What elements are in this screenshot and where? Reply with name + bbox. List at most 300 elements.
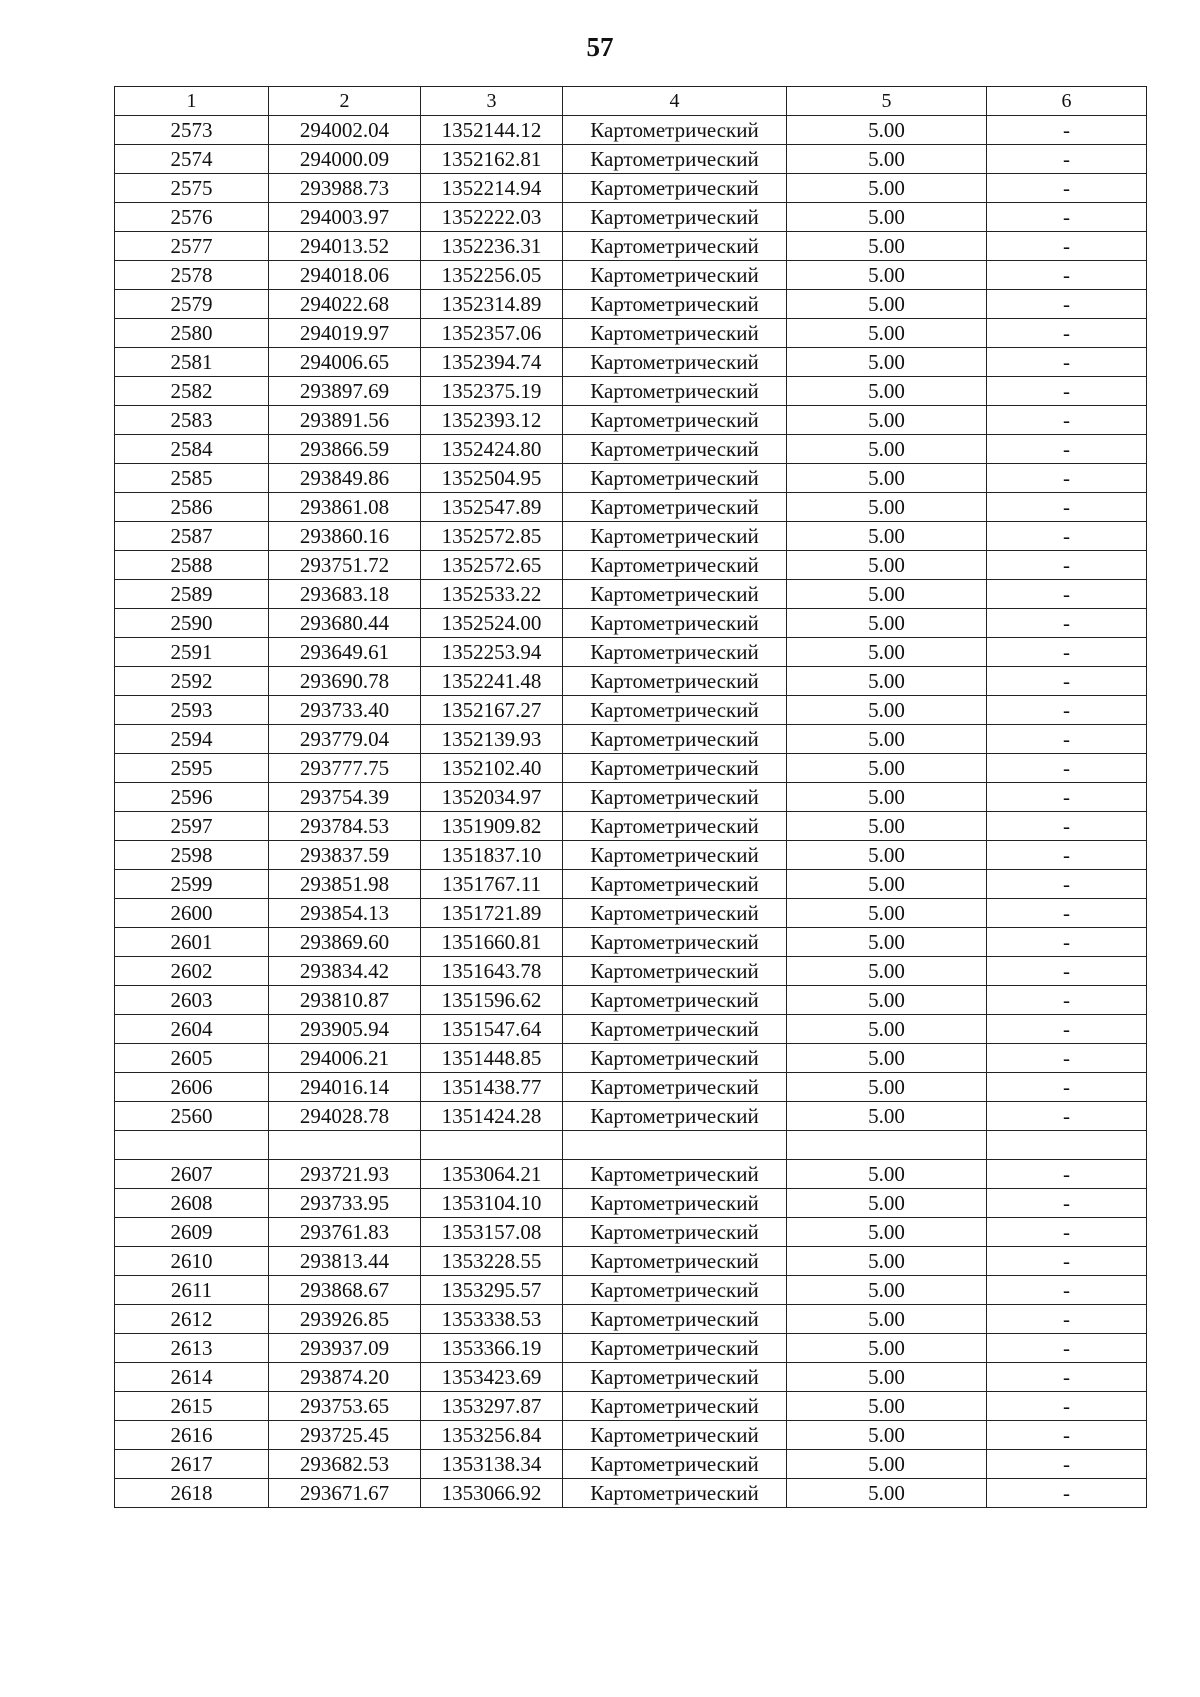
table-row: [115, 1102, 1147, 1131]
y-coordinate-cell: 1352167.27: [421, 696, 563, 725]
method-cell: Картометрический: [563, 203, 787, 232]
y-coordinate-cell: 1353338.53: [421, 1305, 563, 1334]
x-coordinate-cell: 294022.68: [269, 290, 421, 319]
table-row: [115, 1276, 1147, 1305]
page-number: 57: [586, 32, 614, 62]
note-cell: -: [987, 116, 1147, 145]
method-cell: Картометрический: [563, 667, 787, 696]
note-cell: -: [987, 348, 1147, 377]
note-cell: -: [987, 638, 1147, 667]
method-cell: Картометрический: [563, 1189, 787, 1218]
point-number-cell: 2604: [115, 1015, 269, 1044]
y-coordinate-cell: 1352241.48: [421, 667, 563, 696]
point-number-cell: 2603: [115, 986, 269, 1015]
column-header-1: 1: [115, 87, 269, 116]
accuracy-cell: 5.00: [787, 319, 987, 348]
coordinates-table: [114, 86, 1147, 1508]
method-cell: Картометрический: [563, 1450, 787, 1479]
note-cell: -: [987, 174, 1147, 203]
y-coordinate-cell: 1353066.92: [421, 1479, 563, 1508]
note-cell: -: [987, 1363, 1147, 1392]
y-coordinate-cell: 1352533.22: [421, 580, 563, 609]
method-cell: Картометрический: [563, 290, 787, 319]
note-cell: -: [987, 870, 1147, 899]
x-coordinate-cell: 293866.59: [269, 435, 421, 464]
table-row: [115, 667, 1147, 696]
x-coordinate-cell: 294013.52: [269, 232, 421, 261]
table-row: [115, 377, 1147, 406]
x-coordinate-cell: 294006.65: [269, 348, 421, 377]
table-row: [115, 957, 1147, 986]
x-coordinate-cell: 293849.86: [269, 464, 421, 493]
point-number-cell: 2607: [115, 1160, 269, 1189]
accuracy-cell: 5.00: [787, 232, 987, 261]
x-coordinate-cell: 293733.40: [269, 696, 421, 725]
x-coordinate-cell: 293784.53: [269, 812, 421, 841]
x-coordinate-cell: 293733.95: [269, 1189, 421, 1218]
x-coordinate-cell: 293690.78: [269, 667, 421, 696]
x-coordinate-cell: 293725.45: [269, 1421, 421, 1450]
method-cell: Картометрический: [563, 638, 787, 667]
accuracy-cell: 5.00: [787, 551, 987, 580]
x-coordinate-cell: 293988.73: [269, 174, 421, 203]
table-row: [115, 1334, 1147, 1363]
accuracy-cell: 5.00: [787, 1160, 987, 1189]
x-coordinate-cell: 293834.42: [269, 957, 421, 986]
accuracy-cell: 5.00: [787, 667, 987, 696]
accuracy-cell: 5.00: [787, 1305, 987, 1334]
method-cell: Картометрический: [563, 406, 787, 435]
y-coordinate-cell: 1352139.93: [421, 725, 563, 754]
note-cell: -: [987, 928, 1147, 957]
point-number-cell: 2582: [115, 377, 269, 406]
table-row: [115, 435, 1147, 464]
y-coordinate-cell: 1352572.65: [421, 551, 563, 580]
accuracy-cell: 5.00: [787, 783, 987, 812]
method-cell: Картометрический: [563, 1421, 787, 1450]
note-cell: -: [987, 290, 1147, 319]
x-coordinate-cell: 293751.72: [269, 551, 421, 580]
x-coordinate-cell: 293860.16: [269, 522, 421, 551]
table-row: [115, 1160, 1147, 1189]
point-number-cell: 2583: [115, 406, 269, 435]
note-cell: -: [987, 1160, 1147, 1189]
point-number-cell: 2611: [115, 1276, 269, 1305]
method-cell: Картометрический: [563, 435, 787, 464]
column-header-2: 2: [269, 87, 421, 116]
note-cell: -: [987, 667, 1147, 696]
note-cell: -: [987, 1392, 1147, 1421]
method-cell: Картометрический: [563, 899, 787, 928]
point-number-cell: 2593: [115, 696, 269, 725]
table-row: [115, 609, 1147, 638]
x-coordinate-cell: 293682.53: [269, 1450, 421, 1479]
x-coordinate-cell: 293761.83: [269, 1218, 421, 1247]
y-coordinate-cell: 1352102.40: [421, 754, 563, 783]
x-coordinate-cell: 294019.97: [269, 319, 421, 348]
column-header-4: 4: [563, 87, 787, 116]
note-cell: -: [987, 1247, 1147, 1276]
y-coordinate-cell: 1351721.89: [421, 899, 563, 928]
table-row: [115, 696, 1147, 725]
accuracy-cell: 5.00: [787, 174, 987, 203]
point-number-cell: 2574: [115, 145, 269, 174]
method-cell: Картометрический: [563, 1363, 787, 1392]
method-cell: Картометрический: [563, 725, 787, 754]
accuracy-cell: [787, 1131, 987, 1160]
method-cell: Картометрический: [563, 493, 787, 522]
accuracy-cell: 5.00: [787, 348, 987, 377]
accuracy-cell: 5.00: [787, 522, 987, 551]
method-cell: Картометрический: [563, 1392, 787, 1421]
note-cell: -: [987, 1073, 1147, 1102]
x-coordinate-cell: 293721.93: [269, 1160, 421, 1189]
column-header-5: 5: [787, 87, 987, 116]
x-coordinate-cell: 293874.20: [269, 1363, 421, 1392]
method-cell: Картометрический: [563, 1276, 787, 1305]
note-cell: -: [987, 232, 1147, 261]
accuracy-cell: 5.00: [787, 1247, 987, 1276]
method-cell: Картометрический: [563, 116, 787, 145]
note-cell: -: [987, 754, 1147, 783]
y-coordinate-cell: 1352314.89: [421, 290, 563, 319]
point-number-cell: [115, 1131, 269, 1160]
table-row: [115, 232, 1147, 261]
note-cell: -: [987, 1305, 1147, 1334]
accuracy-cell: 5.00: [787, 696, 987, 725]
x-coordinate-cell: 293868.67: [269, 1276, 421, 1305]
y-coordinate-cell: 1351547.64: [421, 1015, 563, 1044]
y-coordinate-cell: 1352524.00: [421, 609, 563, 638]
method-cell: Картометрический: [563, 1073, 787, 1102]
point-number-cell: 2573: [115, 116, 269, 145]
table-row: [115, 551, 1147, 580]
note-cell: -: [987, 319, 1147, 348]
y-coordinate-cell: 1353104.10: [421, 1189, 563, 1218]
method-cell: Картометрический: [563, 319, 787, 348]
table-row: [115, 290, 1147, 319]
accuracy-cell: 5.00: [787, 580, 987, 609]
y-coordinate-cell: [421, 1131, 563, 1160]
method-cell: Картометрический: [563, 580, 787, 609]
x-coordinate-cell: 293937.09: [269, 1334, 421, 1363]
table-row: [115, 1363, 1147, 1392]
y-coordinate-cell: 1351909.82: [421, 812, 563, 841]
x-coordinate-cell: 294016.14: [269, 1073, 421, 1102]
table-row: [115, 522, 1147, 551]
accuracy-cell: 5.00: [787, 1479, 987, 1508]
table-row: [115, 638, 1147, 667]
note-cell: -: [987, 1102, 1147, 1131]
note-cell: -: [987, 203, 1147, 232]
y-coordinate-cell: 1353423.69: [421, 1363, 563, 1392]
accuracy-cell: 5.00: [787, 928, 987, 957]
y-coordinate-cell: 1353295.57: [421, 1276, 563, 1305]
table-row: [115, 1421, 1147, 1450]
x-coordinate-cell: 293897.69: [269, 377, 421, 406]
x-coordinate-cell: 294003.97: [269, 203, 421, 232]
note-cell: -: [987, 725, 1147, 754]
accuracy-cell: 5.00: [787, 493, 987, 522]
x-coordinate-cell: 294000.09: [269, 145, 421, 174]
note-cell: -: [987, 435, 1147, 464]
table-row: [115, 319, 1147, 348]
table-row: [115, 1450, 1147, 1479]
accuracy-cell: 5.00: [787, 1218, 987, 1247]
table-row: [115, 116, 1147, 145]
note-cell: -: [987, 1334, 1147, 1363]
point-number-cell: 2606: [115, 1073, 269, 1102]
y-coordinate-cell: 1351424.28: [421, 1102, 563, 1131]
table-row: [115, 145, 1147, 174]
table-row: [115, 174, 1147, 203]
point-number-cell: 2584: [115, 435, 269, 464]
accuracy-cell: 5.00: [787, 1073, 987, 1102]
x-coordinate-cell: 294006.21: [269, 1044, 421, 1073]
table-row: [115, 1015, 1147, 1044]
accuracy-cell: 5.00: [787, 1421, 987, 1450]
point-number-cell: 2615: [115, 1392, 269, 1421]
note-cell: -: [987, 783, 1147, 812]
accuracy-cell: 5.00: [787, 435, 987, 464]
y-coordinate-cell: 1352236.31: [421, 232, 563, 261]
method-cell: [563, 1131, 787, 1160]
table-row: [115, 986, 1147, 1015]
note-cell: -: [987, 580, 1147, 609]
note-cell: -: [987, 1218, 1147, 1247]
point-number-cell: 2589: [115, 580, 269, 609]
method-cell: Картометрический: [563, 348, 787, 377]
x-coordinate-cell: 293683.18: [269, 580, 421, 609]
point-number-cell: 2610: [115, 1247, 269, 1276]
y-coordinate-cell: 1352547.89: [421, 493, 563, 522]
accuracy-cell: 5.00: [787, 116, 987, 145]
y-coordinate-cell: 1353256.84: [421, 1421, 563, 1450]
x-coordinate-cell: 294002.04: [269, 116, 421, 145]
point-number-cell: 2613: [115, 1334, 269, 1363]
note-cell: -: [987, 1189, 1147, 1218]
note-cell: -: [987, 406, 1147, 435]
method-cell: Картометрический: [563, 841, 787, 870]
table-row: [115, 1305, 1147, 1334]
x-coordinate-cell: 293754.39: [269, 783, 421, 812]
accuracy-cell: 5.00: [787, 638, 987, 667]
note-cell: -: [987, 609, 1147, 638]
x-coordinate-cell: 293671.67: [269, 1479, 421, 1508]
point-number-cell: 2586: [115, 493, 269, 522]
accuracy-cell: 5.00: [787, 261, 987, 290]
point-number-cell: 2609: [115, 1218, 269, 1247]
note-cell: -: [987, 696, 1147, 725]
x-coordinate-cell: 293649.61: [269, 638, 421, 667]
note-cell: -: [987, 377, 1147, 406]
note-cell: -: [987, 899, 1147, 928]
point-number-cell: 2612: [115, 1305, 269, 1334]
point-number-cell: 2599: [115, 870, 269, 899]
note-cell: -: [987, 1044, 1147, 1073]
point-number-cell: 2596: [115, 783, 269, 812]
method-cell: Картометрический: [563, 1479, 787, 1508]
method-cell: Картометрический: [563, 377, 787, 406]
method-cell: Картометрический: [563, 1044, 787, 1073]
note-cell: -: [987, 1421, 1147, 1450]
table-row: [115, 261, 1147, 290]
method-cell: Картометрический: [563, 696, 787, 725]
x-coordinate-cell: 293680.44: [269, 609, 421, 638]
point-number-cell: 2591: [115, 638, 269, 667]
note-cell: -: [987, 986, 1147, 1015]
y-coordinate-cell: 1352222.03: [421, 203, 563, 232]
point-number-cell: 2618: [115, 1479, 269, 1508]
note-cell: -: [987, 841, 1147, 870]
x-coordinate-cell: 294018.06: [269, 261, 421, 290]
note-cell: -: [987, 551, 1147, 580]
y-coordinate-cell: 1352253.94: [421, 638, 563, 667]
y-coordinate-cell: 1352162.81: [421, 145, 563, 174]
method-cell: Картометрический: [563, 928, 787, 957]
table-row: [115, 841, 1147, 870]
method-cell: Картометрический: [563, 812, 787, 841]
table-row: [115, 754, 1147, 783]
note-cell: -: [987, 1479, 1147, 1508]
table-header: [115, 87, 1147, 116]
point-number-cell: 2575: [115, 174, 269, 203]
accuracy-cell: 5.00: [787, 841, 987, 870]
point-number-cell: 2597: [115, 812, 269, 841]
column-header-6: 6: [987, 87, 1147, 116]
y-coordinate-cell: 1352504.95: [421, 464, 563, 493]
method-cell: Картометрический: [563, 1160, 787, 1189]
y-coordinate-cell: 1351767.11: [421, 870, 563, 899]
note-cell: -: [987, 464, 1147, 493]
note-cell: -: [987, 493, 1147, 522]
y-coordinate-cell: 1352214.94: [421, 174, 563, 203]
method-cell: Картометрический: [563, 232, 787, 261]
method-cell: Картометрический: [563, 1334, 787, 1363]
x-coordinate-cell: 293837.59: [269, 841, 421, 870]
y-coordinate-cell: 1353157.08: [421, 1218, 563, 1247]
note-cell: [987, 1131, 1147, 1160]
y-coordinate-cell: 1353297.87: [421, 1392, 563, 1421]
y-coordinate-cell: 1351837.10: [421, 841, 563, 870]
accuracy-cell: 5.00: [787, 609, 987, 638]
x-coordinate-cell: 293854.13: [269, 899, 421, 928]
method-cell: Картометрический: [563, 1247, 787, 1276]
y-coordinate-cell: 1352424.80: [421, 435, 563, 464]
y-coordinate-cell: 1352572.85: [421, 522, 563, 551]
point-number-cell: 2605: [115, 1044, 269, 1073]
y-coordinate-cell: 1352144.12: [421, 116, 563, 145]
y-coordinate-cell: 1352375.19: [421, 377, 563, 406]
point-number-cell: 2579: [115, 290, 269, 319]
note-cell: -: [987, 1276, 1147, 1305]
point-number-cell: 2598: [115, 841, 269, 870]
table-row: [115, 812, 1147, 841]
accuracy-cell: 5.00: [787, 1334, 987, 1363]
note-cell: -: [987, 1015, 1147, 1044]
method-cell: Картометрический: [563, 145, 787, 174]
column-header-3: 3: [421, 87, 563, 116]
accuracy-cell: 5.00: [787, 377, 987, 406]
table-row: [115, 406, 1147, 435]
point-number-cell: 2578: [115, 261, 269, 290]
table-row: [115, 1218, 1147, 1247]
method-cell: Картометрический: [563, 783, 787, 812]
note-cell: -: [987, 522, 1147, 551]
accuracy-cell: 5.00: [787, 290, 987, 319]
point-number-cell: 2585: [115, 464, 269, 493]
table-row: [115, 348, 1147, 377]
x-coordinate-cell: 294028.78: [269, 1102, 421, 1131]
header-row: [115, 87, 1147, 116]
accuracy-cell: 5.00: [787, 1392, 987, 1421]
y-coordinate-cell: 1353138.34: [421, 1450, 563, 1479]
method-cell: Картометрический: [563, 551, 787, 580]
method-cell: Картометрический: [563, 1015, 787, 1044]
table-row: [115, 783, 1147, 812]
x-coordinate-cell: 293777.75: [269, 754, 421, 783]
point-number-cell: 2601: [115, 928, 269, 957]
method-cell: Картометрический: [563, 609, 787, 638]
y-coordinate-cell: 1352034.97: [421, 783, 563, 812]
point-number-cell: 2592: [115, 667, 269, 696]
y-coordinate-cell: 1352393.12: [421, 406, 563, 435]
method-cell: Картометрический: [563, 1305, 787, 1334]
y-coordinate-cell: 1351448.85: [421, 1044, 563, 1073]
accuracy-cell: 5.00: [787, 1044, 987, 1073]
point-number-cell: 2577: [115, 232, 269, 261]
accuracy-cell: 5.00: [787, 812, 987, 841]
x-coordinate-cell: 293861.08: [269, 493, 421, 522]
table-row: [115, 580, 1147, 609]
note-cell: -: [987, 957, 1147, 986]
accuracy-cell: 5.00: [787, 957, 987, 986]
point-number-cell: 2587: [115, 522, 269, 551]
accuracy-cell: 5.00: [787, 1450, 987, 1479]
point-number-cell: 2594: [115, 725, 269, 754]
point-number-cell: 2602: [115, 957, 269, 986]
accuracy-cell: 5.00: [787, 406, 987, 435]
point-number-cell: 2600: [115, 899, 269, 928]
y-coordinate-cell: 1352394.74: [421, 348, 563, 377]
accuracy-cell: 5.00: [787, 1189, 987, 1218]
accuracy-cell: 5.00: [787, 464, 987, 493]
method-cell: Картометрический: [563, 174, 787, 203]
y-coordinate-cell: 1353064.21: [421, 1160, 563, 1189]
accuracy-cell: 5.00: [787, 1102, 987, 1131]
y-coordinate-cell: 1351660.81: [421, 928, 563, 957]
x-coordinate-cell: 293869.60: [269, 928, 421, 957]
point-number-cell: 2560: [115, 1102, 269, 1131]
table-row: [115, 1131, 1147, 1160]
point-number-cell: 2580: [115, 319, 269, 348]
x-coordinate-cell: 293810.87: [269, 986, 421, 1015]
note-cell: -: [987, 1450, 1147, 1479]
x-coordinate-cell: 293851.98: [269, 870, 421, 899]
table-row: [115, 493, 1147, 522]
method-cell: Картометрический: [563, 1218, 787, 1247]
accuracy-cell: 5.00: [787, 754, 987, 783]
point-number-cell: 2608: [115, 1189, 269, 1218]
point-number-cell: 2614: [115, 1363, 269, 1392]
table-body: [115, 116, 1147, 1508]
table-row: [115, 899, 1147, 928]
accuracy-cell: 5.00: [787, 870, 987, 899]
x-coordinate-cell: 293905.94: [269, 1015, 421, 1044]
table-row: [115, 1247, 1147, 1276]
table-row: [115, 1479, 1147, 1508]
method-cell: Картометрический: [563, 522, 787, 551]
